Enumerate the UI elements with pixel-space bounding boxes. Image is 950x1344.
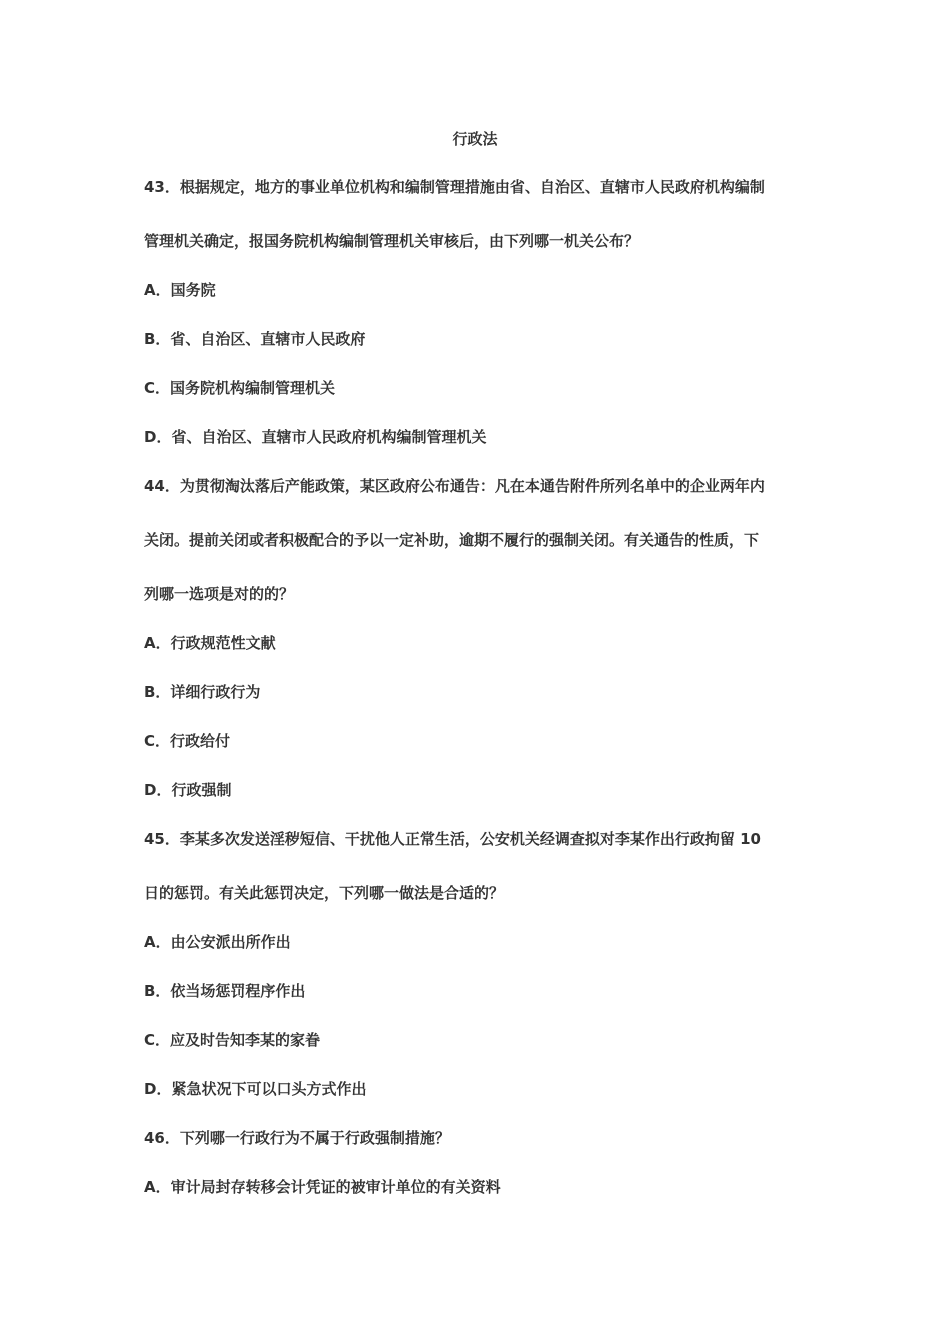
question-43 — [144, 176, 808, 475]
question-text-line: 日的惩罚。有关此惩罚决定，下列哪一做法是合适的？ — [144, 884, 505, 902]
question-text-line: 关闭。提前关闭或者积极配合的予以一定补助，逾期不履行的强制关闭。有关通告的性质，下 — [144, 531, 760, 549]
option-c: C．国务院机构编制管理机关 — [144, 379, 336, 397]
option-c: C．行政给付 — [144, 732, 231, 750]
question-45 — [144, 828, 808, 1127]
option-c: C．应及时告知李某的家眷 — [144, 1031, 321, 1049]
option-d: D．行政强制 — [144, 781, 232, 799]
option-a: A．由公安派出所作出 — [144, 933, 291, 951]
question-list — [144, 176, 808, 1225]
question-text-line: 44．为贯彻淘汰落后产能政策，某区政府公布通告：凡在本通告附件所列名单中的企业两年内 — [144, 477, 765, 495]
question-44 — [144, 475, 808, 828]
option-d: D．省、自治区、直辖市人民政府机构编制管理机关 — [144, 428, 487, 446]
question-text-line: 管理机关确定，报国务院机构编制管理机关审核后，由下列哪一机关公布？ — [144, 232, 640, 250]
option-b: B．省、自治区、直辖市人民政府 — [144, 330, 366, 348]
option-b: B．依当场惩罚程序作出 — [144, 982, 306, 1000]
option-a: A．国务院 — [144, 281, 216, 299]
question-46 — [144, 1127, 808, 1225]
question-text-line: 列哪一选项是对的的？ — [144, 585, 295, 603]
option-a: A．行政规范性文献 — [144, 634, 276, 652]
option-d: D．紧急状况下可以口头方式作出 — [144, 1080, 367, 1098]
document-title: 行政法 — [452, 130, 498, 148]
question-text-line: 45．李某多次发送淫秽短信、干扰他人正常生活，公安机关经调查拟对李某作出行政拘留 10 — [144, 830, 761, 848]
option-b: B．详细行政行为 — [144, 683, 261, 701]
question-text-line: 46．下列哪一行政行为不属于行政强制措施？ — [144, 1129, 450, 1147]
question-text-line: 43．根据规定，地方的事业单位机构和编制管理措施由省、自治区、直辖市人民政府机构编制 — [144, 178, 765, 196]
option-a: A．审计局封存转移会计凭证的被审计单位的有关资料 — [144, 1178, 501, 1196]
